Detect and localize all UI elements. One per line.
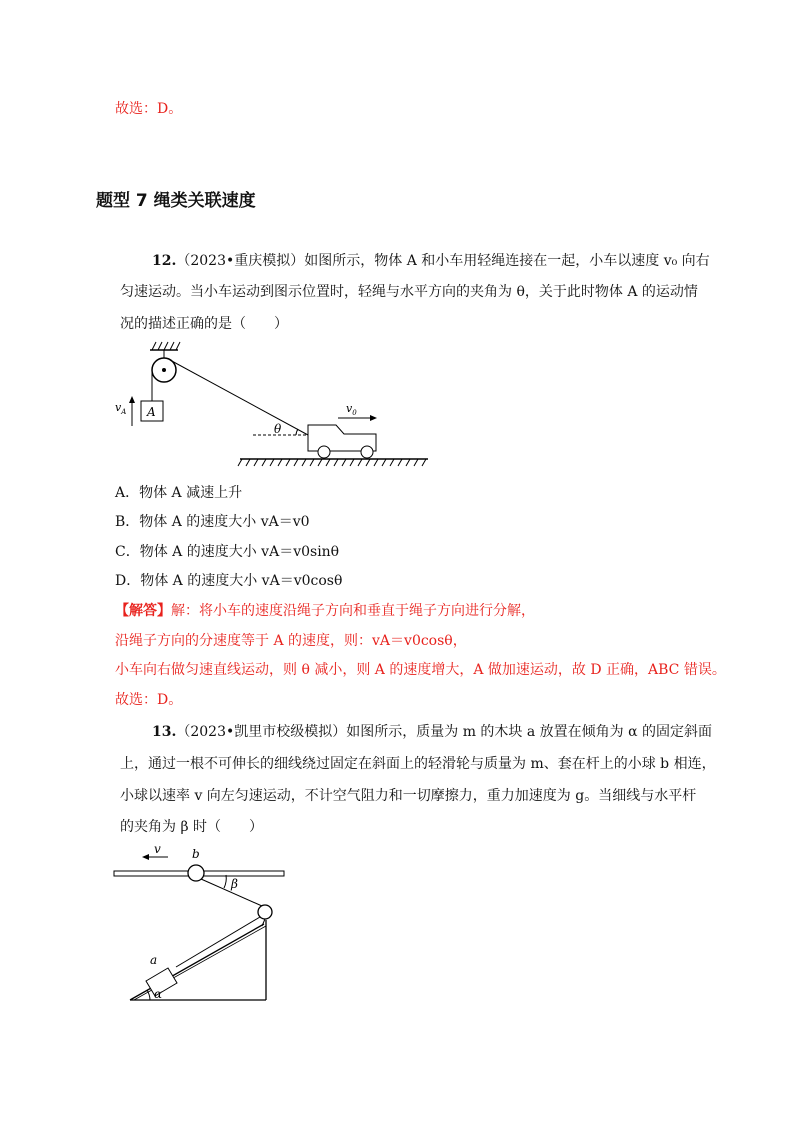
q12-text-1: （2023•重庆模拟）如图所示，物体 A 和小车用轻绳连接在一起，小车以速度 v₀ 向右 bbox=[176, 253, 710, 269]
q13-label-a: a bbox=[150, 953, 158, 967]
q13-number: 13. bbox=[152, 724, 177, 740]
q13-line4: 的夹角为 β 时（ ） bbox=[120, 819, 263, 835]
q13-line3: 小球以速率 v 向左匀速运动，不计空气阻力和一切摩擦力，重力加速度为 g。当细线与水平杆 bbox=[120, 788, 697, 804]
q12-option-d: D．物体 A 的速度大小 vA＝v0cosθ bbox=[115, 573, 343, 589]
q13-line2: 上，通过一根不可伸长的细线绕过固定在斜面上的轻滑轮与质量为 m、套在杆上的小球 b 相连， bbox=[120, 756, 716, 772]
q12-ground bbox=[238, 459, 428, 466]
q12-answer-line2: 沿绳子方向的分速度等于 A 的速度，则：vA＝v0cosθ， bbox=[115, 633, 467, 649]
q12-answer-tag: 【解答】 bbox=[115, 603, 171, 619]
q12-label-v0: v bbox=[346, 402, 353, 415]
q12-rope-inclined bbox=[170, 360, 308, 435]
q12-line2: 匀速运动。当小车运动到图示位置时，轻绳与水平方向的夹角为 θ，关于此时物体 A 的运动情 bbox=[120, 284, 698, 300]
q13-text-1: （2023•凯里市校级模拟）如图所示，质量为 m 的木块 a 放置在倾角为 α 的固定斜面 bbox=[176, 724, 713, 740]
q13-label-v: v bbox=[154, 842, 161, 856]
q12-label-va: v bbox=[115, 401, 122, 414]
svg-text:v0 bbox=[346, 402, 357, 417]
q12-answer-line3: 小车向右做匀速直线运动，则 θ 减小，则 A 的速度增大，A 做加速运动，故 D 正确，ABC 错误。 bbox=[115, 662, 726, 678]
q12-option-b: B．物体 A 的速度大小 vA＝v0 bbox=[115, 514, 310, 530]
q12-ceiling bbox=[150, 342, 180, 358]
q12-car bbox=[308, 425, 376, 458]
previous-answer: 故选：D。 bbox=[115, 101, 183, 117]
q13-label-beta: β bbox=[231, 877, 238, 891]
q13-line1 bbox=[152, 722, 712, 742]
q12-label-theta: θ bbox=[274, 422, 282, 436]
q13-string-lower bbox=[176, 917, 260, 967]
svg-text:vA bbox=[115, 401, 126, 416]
q12-number: 12. bbox=[152, 253, 177, 269]
q12-option-c: C．物体 A 的速度大小 vA＝v0sinθ bbox=[115, 544, 340, 560]
q12-label-a: A bbox=[147, 405, 156, 419]
section-title: 题型 7 绳类关联速度 bbox=[96, 191, 256, 211]
q12-label-va-sub: A bbox=[121, 408, 127, 416]
q13-pulley bbox=[258, 905, 272, 919]
q12-option-a: A．物体 A 减速上升 bbox=[115, 485, 243, 501]
q13-label-alpha: α bbox=[154, 987, 163, 1001]
q13-figure bbox=[110, 840, 340, 1010]
q13-ball-b bbox=[188, 865, 204, 881]
q12-answer-line1 bbox=[115, 601, 535, 621]
q12-answer-text-1: 解：将小车的速度沿绳子方向和垂直于绳子方向进行分解， bbox=[171, 603, 535, 619]
q12-line1 bbox=[152, 251, 710, 271]
q13-label-b: b bbox=[192, 847, 200, 861]
q12-answer-line4: 故选：D。 bbox=[115, 692, 183, 708]
q12-figure bbox=[108, 338, 438, 468]
q12-label-v0-sub: 0 bbox=[352, 409, 357, 417]
q12-line3: 况的描述正确的是（ ） bbox=[120, 316, 288, 332]
